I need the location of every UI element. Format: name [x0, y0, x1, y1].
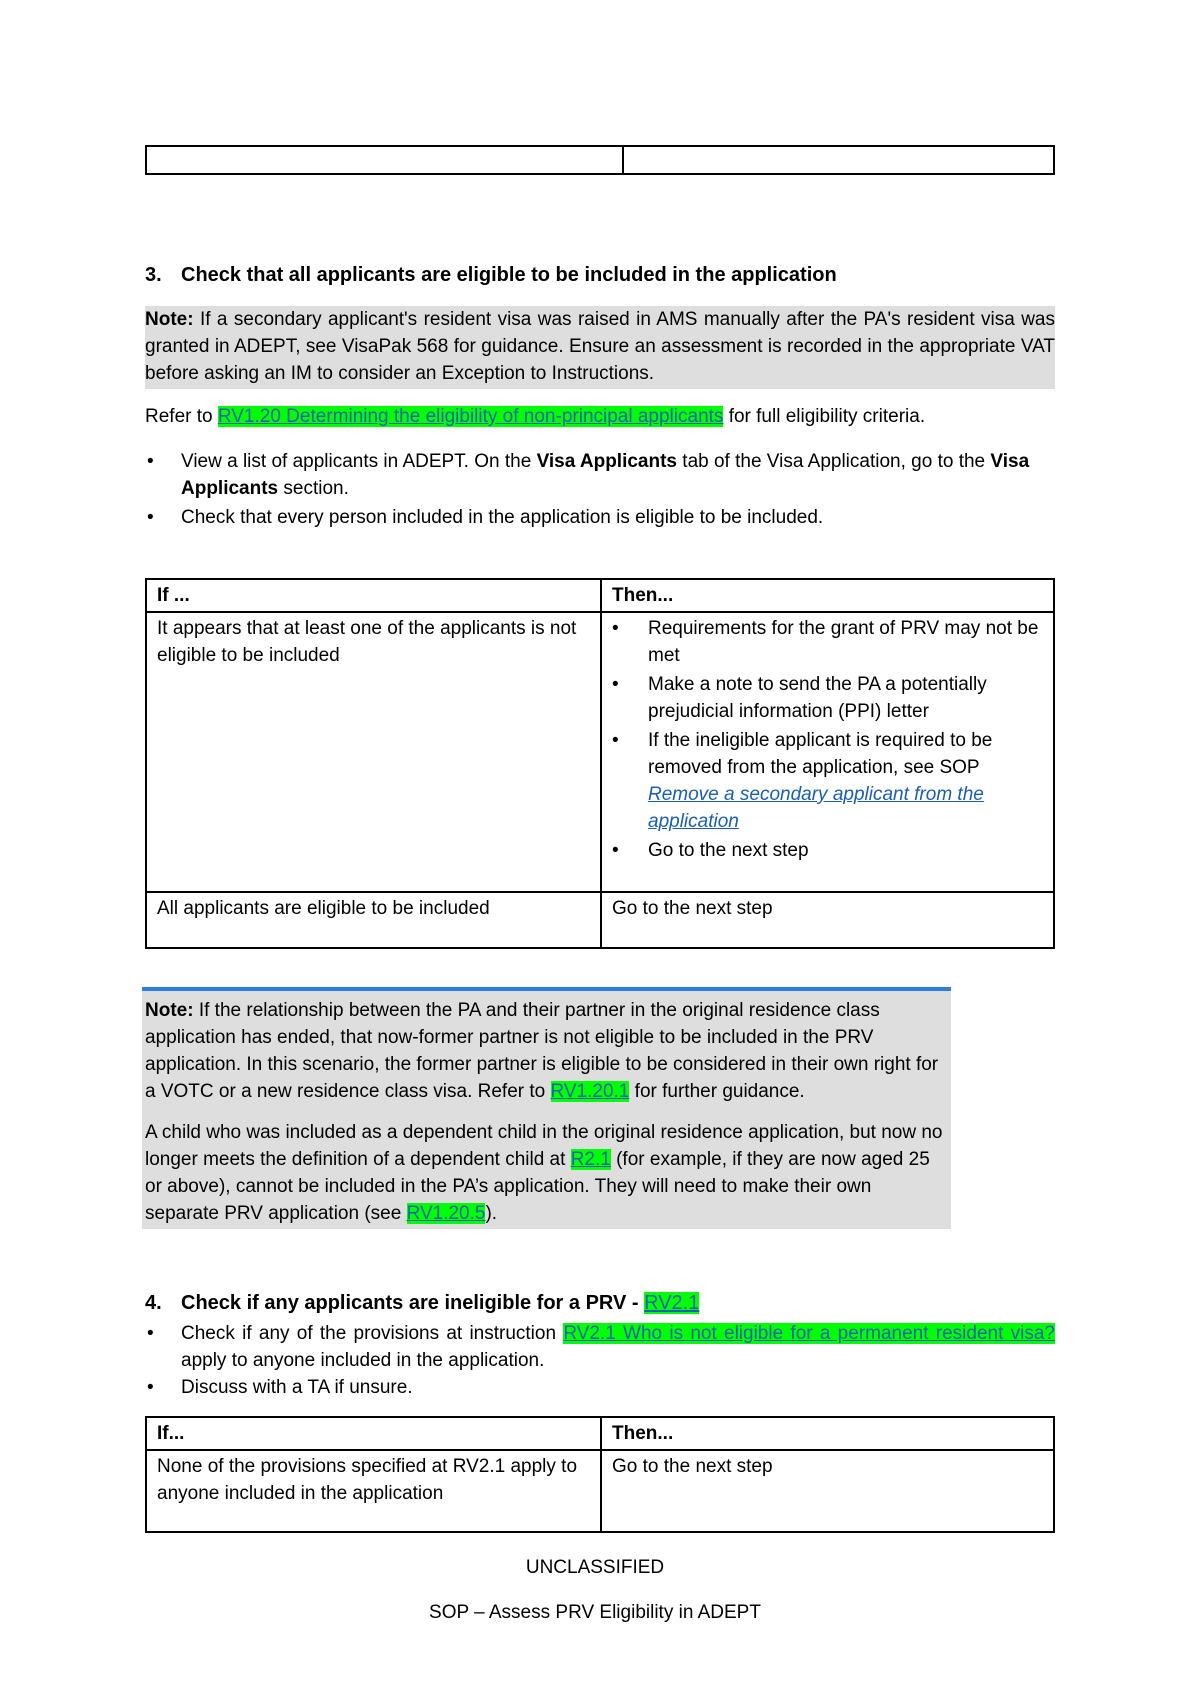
- row1-then-item: • Go to the next step: [612, 837, 1043, 864]
- row2-if-cell: All applicants are eligible to be included: [146, 892, 601, 948]
- section-3-bullets: [145, 448, 1045, 531]
- refer-prefix: Refer to: [145, 406, 218, 427]
- section-4-number: 4.: [145, 1292, 162, 1314]
- section-3-bullet-1: • View a list of applicants in ADEPT. On the Visa Applicants tab of the Visa Application, go to the Visa Applicants section.: [145, 448, 1045, 502]
- section-4-bullet-2: • Discuss with a TA if unsure.: [145, 1374, 1055, 1401]
- remove-secondary-applicant-link[interactable]: Remove a secondary applicant from the application: [648, 784, 984, 832]
- row1-then-item: • If the ineligible applicant is required to be removed from the application, see SOP Remove a secondary applicant from the application: [612, 727, 1043, 835]
- section-3-number: 3.: [145, 264, 162, 286]
- note-label: Note:: [145, 309, 194, 330]
- top-empty-cell-left: [146, 146, 623, 174]
- footer-doc-title: SOP – Assess PRV Eligibility in ADEPT: [429, 1602, 761, 1623]
- section-4-if-then-table: [145, 1416, 1055, 1533]
- section-4-bullet-1: • Check if any of the provisions at instruction RV2.1 Who is not eligible for a permanent resident visa? apply to anyone included in the application.: [145, 1320, 1055, 1374]
- row1-then-cell: [601, 612, 1054, 892]
- row1-then-item: • Requirements for the grant of PRV may not be met: [612, 615, 1043, 669]
- note-text: If a secondary applicant's resident visa was raised in AMS manually after the PA's resident visa was granted in ADEPT, see VisaPak 568 for guidance. Ensure an assessment is recorded in the appropriate VAT before asking an IM to consider an Exception to Instructions.: [145, 309, 1055, 384]
- r2-1-link[interactable]: R2.1: [570, 1149, 611, 1170]
- section-3-heading: [145, 262, 1065, 289]
- s4-row1-if-cell: None of the provisions specified at RV2.1 apply to anyone included in the application: [146, 1450, 601, 1532]
- rv2-1-who-not-eligible-link[interactable]: RV2.1 Who is not eligible for a permanent resident visa?: [563, 1323, 1055, 1344]
- then-header: Then...: [601, 579, 1054, 612]
- if-header: If ...: [146, 579, 601, 612]
- row1-if-cell: It appears that at least one of the applicants is not eligible to be included: [146, 612, 601, 892]
- section-3-if-then-table: [145, 578, 1055, 949]
- section-4-heading: [145, 1290, 1065, 1317]
- s4-then-header: Then...: [601, 1417, 1054, 1450]
- note-2-paragraph-1: Note: If the relationship between the PA and their partner in the original residence class application has ended, that now-former partner is not eligible to be included in the PRV application. In this scenario, the former partner is eligible to be considered in their own right for a VOTC or a new residence class visa. Refer to RV1.20.1 for further guidance.: [145, 1000, 939, 1102]
- section-4-bullets: [145, 1320, 1055, 1401]
- row1-then-item: • Make a note to send the PA a potentially prejudicial information (PPI) letter: [612, 671, 1043, 725]
- section-4-title: Check if any applicants are ineligible for a PRV -: [181, 1292, 645, 1314]
- refer-line: [145, 403, 1065, 430]
- row2-then-cell: Go to the next step: [601, 892, 1054, 948]
- rv2-1-heading-link[interactable]: RV2.1: [644, 1292, 700, 1314]
- section-3-note: [145, 306, 1055, 389]
- partner-child-note: [142, 987, 951, 1229]
- s4-row1-then-cell: Go to the next step: [601, 1450, 1054, 1532]
- rv1-20-5-link[interactable]: RV1.20.5: [406, 1203, 486, 1224]
- top-empty-cell-right: [623, 146, 1054, 174]
- rv1-20-link[interactable]: RV1.20 Determining the eligibility of non-principal applicants: [217, 406, 724, 427]
- section-3-bullet-2: • Check that every person included in the application is eligible to be included.: [145, 504, 1045, 531]
- top-empty-table: [145, 145, 1055, 175]
- section-3-title: Check that all applicants are eligible to be included in the application: [181, 264, 837, 286]
- rv1-20-1-link[interactable]: RV1.20.1: [550, 1081, 630, 1102]
- footer-classification: UNCLASSIFIED: [525, 1557, 665, 1578]
- note-2-paragraph-2: A child who was included as a dependent child in the original residence application, but now no longer meets the definition of a dependent child at R2.1 (for example, if they are now aged 25 or above), cannot be included in the PA’s application. They will need to make their own separate PRV application (see RV1.20.5).: [145, 1122, 943, 1224]
- s4-if-header: If...: [146, 1417, 601, 1450]
- refer-suffix: for full eligibility criteria.: [723, 406, 926, 427]
- row1-then-list: [612, 615, 1043, 864]
